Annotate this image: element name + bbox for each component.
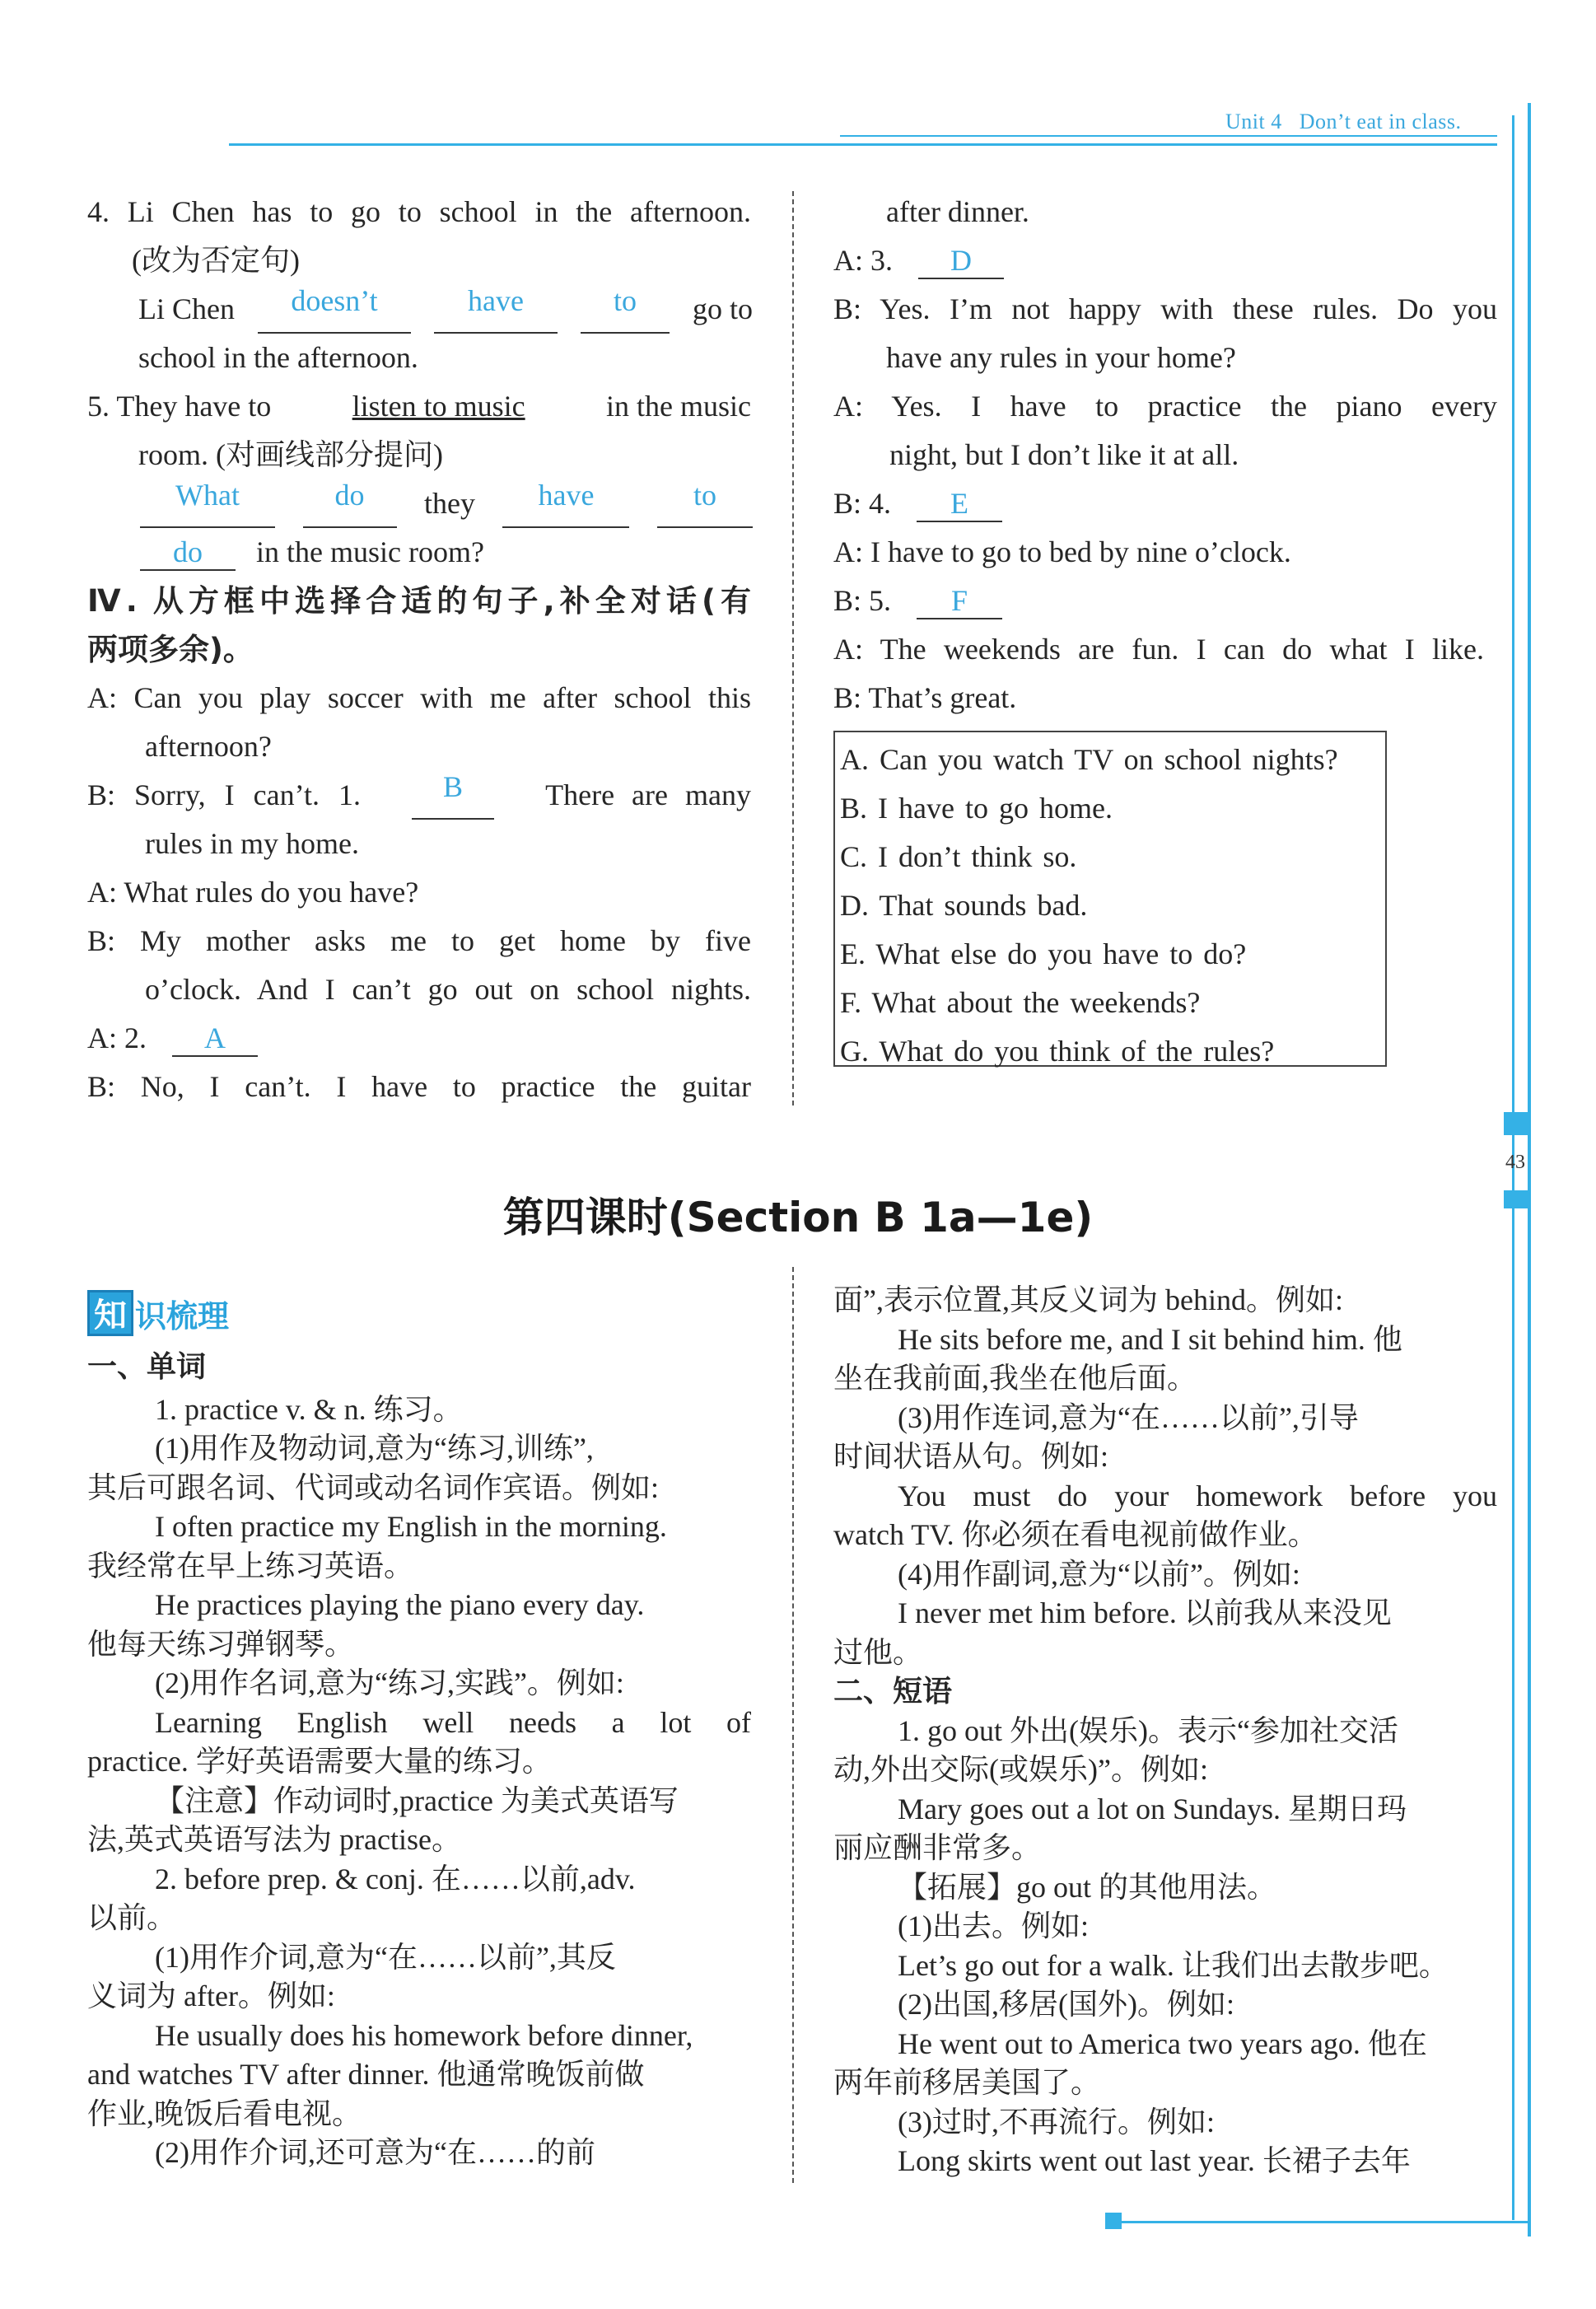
bl-line-7: 他每天练习弹钢琴。: [87, 1628, 355, 1661]
bl-line-3: 其后可跟名词、代词或动名词作宾语。例如:: [87, 1471, 660, 1504]
answer-5: F: [917, 585, 1002, 619]
tr-line-3b: have any rules in your home?: [886, 341, 1236, 374]
br-line-16: (1)出去。例如:: [898, 1909, 1089, 1942]
dialog-2a: [87, 771, 751, 820]
q5-line3: [140, 479, 753, 528]
q4-pre: Li Chen: [138, 292, 235, 325]
bl-line-0: 一、单词: [87, 1350, 207, 1384]
br-line-13: Mary goes out a lot on Sundays. 星期日玛: [898, 1793, 1407, 1825]
br-line-7: (4)用作副词,意为“以前”。例如:: [898, 1558, 1300, 1591]
br-line-4: 时间状语从句。例如:: [833, 1440, 1109, 1473]
option-g: G. What do you think of the rules?: [840, 1035, 1275, 1068]
q4-answer-3: to: [581, 285, 670, 334]
q5-answer-5: do: [140, 536, 236, 571]
bl-line-5: 我经常在早上练习英语。: [87, 1549, 414, 1582]
column-divider-top: [792, 191, 794, 1105]
knowledge-badge: 知: [87, 1290, 133, 1336]
tr-line-9: B: That’s great.: [833, 681, 1017, 714]
bl-line-8: (2)用作名词,意为“练习,实践”。例如:: [155, 1666, 624, 1699]
q4-post: go to: [692, 292, 753, 325]
q4-answer-1: doesn’t: [258, 285, 411, 334]
br-line-22: Long skirts went out last year. 长裙子去年: [898, 2144, 1411, 2177]
q4-answer-2: have: [434, 285, 558, 334]
tr-line-1: after dinner.: [886, 195, 1029, 228]
option-d: D. That sounds bad.: [840, 889, 1088, 922]
br-line-6: watch TV. 你必须在看电视前做作业。: [833, 1518, 1318, 1551]
q5-answer-1: What: [140, 479, 275, 528]
q5-mid: they: [424, 487, 475, 520]
br-line-10: 二、短语: [833, 1675, 953, 1708]
options-box: [833, 731, 1387, 1067]
bl-line-10: practice. 学好英语需要大量的练习。: [87, 1745, 552, 1778]
br-line-20: 两年前移居美国了。: [833, 2066, 1101, 2099]
dialog-2a-pre: B: Sorry, I can’t. 1.: [87, 778, 361, 811]
q5-answer-2: do: [303, 479, 397, 528]
q5-line2: room. (对画线部分提问): [138, 438, 443, 471]
bl-line-9: Learning English well needs a lot of: [155, 1706, 751, 1739]
tr-line-5-pre: B: 4.: [833, 487, 892, 520]
br-line-5: You must do your homework before you: [898, 1479, 1497, 1512]
q4-line3: [138, 285, 753, 334]
q5-answer-4: to: [657, 479, 753, 528]
dialog-5: [87, 1014, 258, 1063]
answer-3: D: [918, 245, 1004, 279]
tr-line-7: [833, 577, 1002, 625]
tr-line-7-pre: B: 5.: [833, 584, 892, 617]
dialog-4b: o’clock. And I can’t go out on school nights.: [145, 973, 751, 1006]
tr-line-6: A: I have to go to bed by nine o’clock.: [833, 535, 1291, 568]
answer-1: B: [412, 771, 494, 820]
bl-line-4: I often practice my English in the morning.: [155, 1510, 667, 1543]
knowledge-heading: [87, 1290, 229, 1336]
bl-line-6: He practices playing the piano every day.: [155, 1588, 645, 1621]
tr-line-5: [833, 479, 1002, 528]
option-f: F. What about the weekends?: [840, 986, 1201, 1019]
knowledge-label: 识梳理: [135, 1297, 230, 1334]
q5-line1-a: 5. They have to: [87, 390, 279, 423]
br-line-2: 坐在我前面,我坐在他后面。: [833, 1362, 1197, 1395]
option-e: E. What else do you have to do?: [840, 937, 1247, 970]
bl-line-17: He usually does his homework before dinner,: [155, 2019, 693, 2052]
bl-line-14: 以前。: [87, 1901, 177, 1934]
br-line-1: He sits before me, and I sit behind him. 他: [898, 1323, 1402, 1356]
option-c: C. I don’t think so.: [840, 840, 1077, 873]
bottom-square: [1105, 2213, 1122, 2229]
br-line-15: 【拓展】go out 的其他用法。: [898, 1871, 1277, 1904]
answer-4: E: [917, 488, 1002, 522]
bl-line-12: 法,英式英语写法为 practise。: [87, 1823, 461, 1856]
q4-line1: 4. Li Chen has to go to school in the afternoon.: [87, 195, 751, 228]
br-line-21: (3)过时,不再流行。例如:: [898, 2106, 1215, 2138]
bl-line-11: 【注意】作动词时,practice 为美式英语写: [155, 1784, 679, 1817]
q5-underlined: listen to music: [352, 390, 525, 423]
q5-answer-3: have: [502, 479, 629, 528]
dialog-4a: B: My mother asks me to get home by five: [87, 924, 751, 957]
tr-line-2-pre: A: 3.: [833, 244, 893, 277]
tr-line-8: A: The weekends are fun. I can do what I like.: [833, 633, 1484, 666]
br-line-14: 丽应酬非常多。: [833, 1831, 1042, 1864]
br-line-3: (3)用作连词,意为“在……以前”,引导: [898, 1401, 1359, 1434]
dialog-2b: rules in my home.: [145, 827, 359, 860]
q4-line2: (改为否定句): [132, 244, 300, 277]
answer-2: A: [172, 1022, 258, 1057]
column-divider-bottom: [792, 1267, 794, 2183]
q5-post: in the music room?: [256, 535, 484, 568]
q5-line1: [87, 382, 751, 431]
q5-line1-b: in the music: [599, 390, 751, 423]
bl-line-1: 1. practice v. & n. 练习。: [155, 1393, 463, 1426]
page-number: 43: [1505, 1152, 1525, 1173]
dialog-1b: afternoon?: [145, 730, 272, 763]
bl-line-2: (1)用作及物动词,意为“练习,训练”,: [155, 1432, 594, 1465]
tr-line-3a: B: Yes. I’m not happy with these rules. Do you: [833, 292, 1497, 325]
br-line-17: Let’s go out for a walk. 让我们出去散步吧。: [898, 1949, 1449, 1982]
dialog-1a: A: Can you play soccer with me after school this: [87, 681, 751, 714]
bl-line-15: (1)用作介词,意为“在……以前”,其反: [155, 1941, 616, 1974]
q5-line4: [140, 528, 484, 577]
bl-line-18: and watches TV after dinner. 他通常晚饭前做: [87, 2058, 645, 2091]
br-line-19: He went out to America two years ago. 他在: [898, 2027, 1427, 2060]
q4-line4: school in the afternoon.: [138, 341, 418, 374]
br-line-8: I never met him before. 以前我从来没见: [898, 1596, 1392, 1629]
dialog-2a-post: There are many: [545, 778, 751, 811]
section-4-title-line1: Ⅳ. 从方框中选择合适的句子,补全对话(有: [87, 583, 751, 619]
br-line-11: 1. go out 外出(娱乐)。表示“参加社交活: [898, 1714, 1398, 1747]
option-a: A. Can you watch TV on school nights?: [840, 743, 1338, 776]
bl-line-13: 2. before prep. & conj. 在……以前,adv.: [155, 1863, 636, 1895]
lesson-title: 第四课时(Section B 1a—1e): [502, 1194, 1094, 1241]
running-title: Unit 4 Don’t eat in class.: [1225, 110, 1462, 133]
page-tab-marker: [1504, 1112, 1530, 1135]
dialog-6: B: No, I can’t. I have to practice the guitar: [87, 1070, 751, 1103]
tr-line-4a: A: Yes. I have to practice the piano every: [833, 390, 1497, 423]
bl-line-19: 作业,晚饭后看电视。: [87, 2097, 362, 2130]
br-line-9: 过他。: [833, 1636, 923, 1669]
option-b: B. I have to go home.: [840, 792, 1113, 825]
header-rule-thin: [840, 135, 1497, 137]
section-4-title-line2: 两项多余)。: [87, 632, 254, 667]
right-border-outer: [1528, 103, 1531, 2237]
tr-line-4b: night, but I don’t like it at all.: [889, 438, 1239, 471]
br-line-18: (2)出国,移居(国外)。例如:: [898, 1988, 1234, 2021]
dialog-5-pre: A: 2.: [87, 1021, 147, 1054]
bottom-rule: [1120, 2221, 1530, 2223]
br-line-0: 面”,表示位置,其反义词为 behind。例如:: [833, 1283, 1343, 1316]
bl-line-20: (2)用作介词,还可意为“在……的前: [155, 2136, 595, 2169]
dialog-3: A: What rules do you have?: [87, 876, 419, 909]
bl-line-16: 义词为 after。例如:: [87, 1979, 335, 2012]
tr-line-2: [833, 236, 1004, 285]
br-line-12: 动,外出交际(或娱乐)”。例如:: [833, 1753, 1208, 1786]
header-rule: [229, 143, 1497, 146]
